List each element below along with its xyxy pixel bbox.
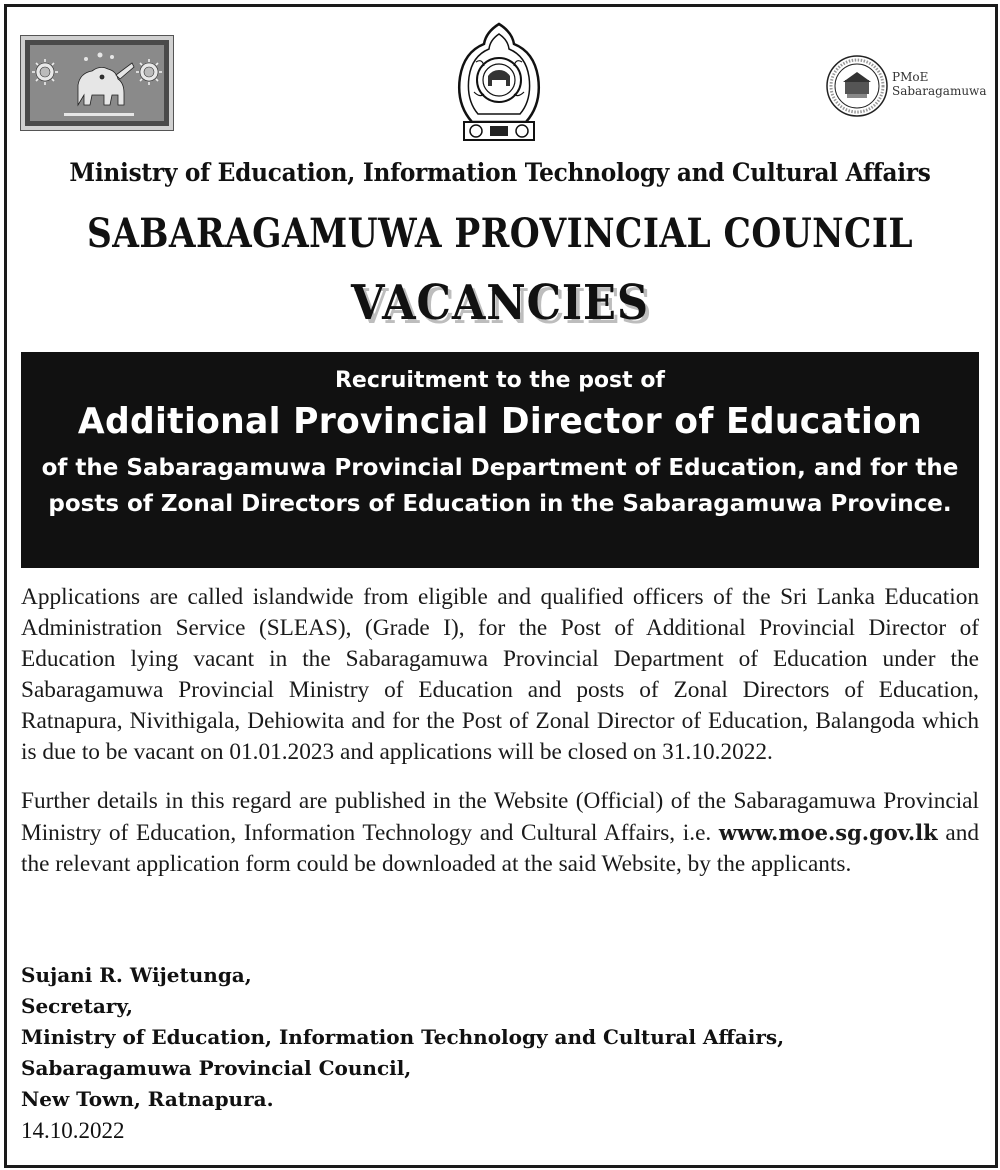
body-paragraph-2 [21,786,979,880]
signatory-title: Secretary, [21,994,134,1018]
body-paragraph-2-text: Further details in this regard are published in the Website (Official) of the Sabaragamuwa Provincial Ministry of Education, Information Technology and Cultural Affairs, i.e. [21,788,979,846]
council-heading: SABARAGAMUWA PROVINCIAL COUNCIL [87,210,913,257]
website-url[interactable]: www.moe.sg.gov.lk [718,820,938,845]
ministry-heading: Ministry of Education, Information Technology and Cultural Affairs [69,158,931,187]
signatory-ministry: Ministry of Education, Information Technology and Cultural Affairs, [21,1025,785,1049]
banner-line1: Recruitment to the post of [334,368,666,393]
vacancies-title: VACANCIES [351,275,649,331]
signatory-name: Sujani R. Wijetunga, [21,963,252,987]
sri-lanka-flag-logo [20,35,174,131]
recruitment-banner [21,352,979,568]
advert-body [21,582,979,898]
body-paragraph-2-text-end: and the relevant application form could be downloaded at the said Website, by the applicants. [21,820,980,877]
pmoe-label-line1: PMoE [892,70,929,84]
pmoe-label-line2: Sabaragamuwa [892,84,987,98]
pmoe-seal-icon [825,54,889,118]
body-paragraph-1: Applications are called islandwide from eligible and qualified officers of the Sri Lanka Education Administration Service (SLEAS), (Grade I), for the Post of Additional Provincial Director of Education lying vacant in the Sabaragamuwa Provincial Department of Education under the Sabaragamuwa Provincial Ministry of Education and posts of Zonal Directors of Education, Ratnapura, Nivithigala, Dehiowita and for the Post of Zonal Director of Education, Balangoda which is due to be vacant on 01.01.2023 and applications will be closed on 31.10.2022. [21,584,979,765]
national-emblem-logo [454,22,544,144]
signature-block [21,960,961,1146]
banner-line3: of the Sabaragamuwa Provincial Department of Education, and for the posts of Zonal Directors of Education in the Sabaragamuwa Province. [41,455,959,517]
signatory-address: New Town, Ratnapura. [21,1087,274,1111]
notice-date: 14.10.2022 [21,1118,125,1143]
pmoe-sabaragamuwa-logo [820,52,987,122]
banner-post-title: Additional Provincial Director of Education [77,401,923,442]
signatory-council: Sabaragamuwa Provincial Council, [21,1056,412,1080]
